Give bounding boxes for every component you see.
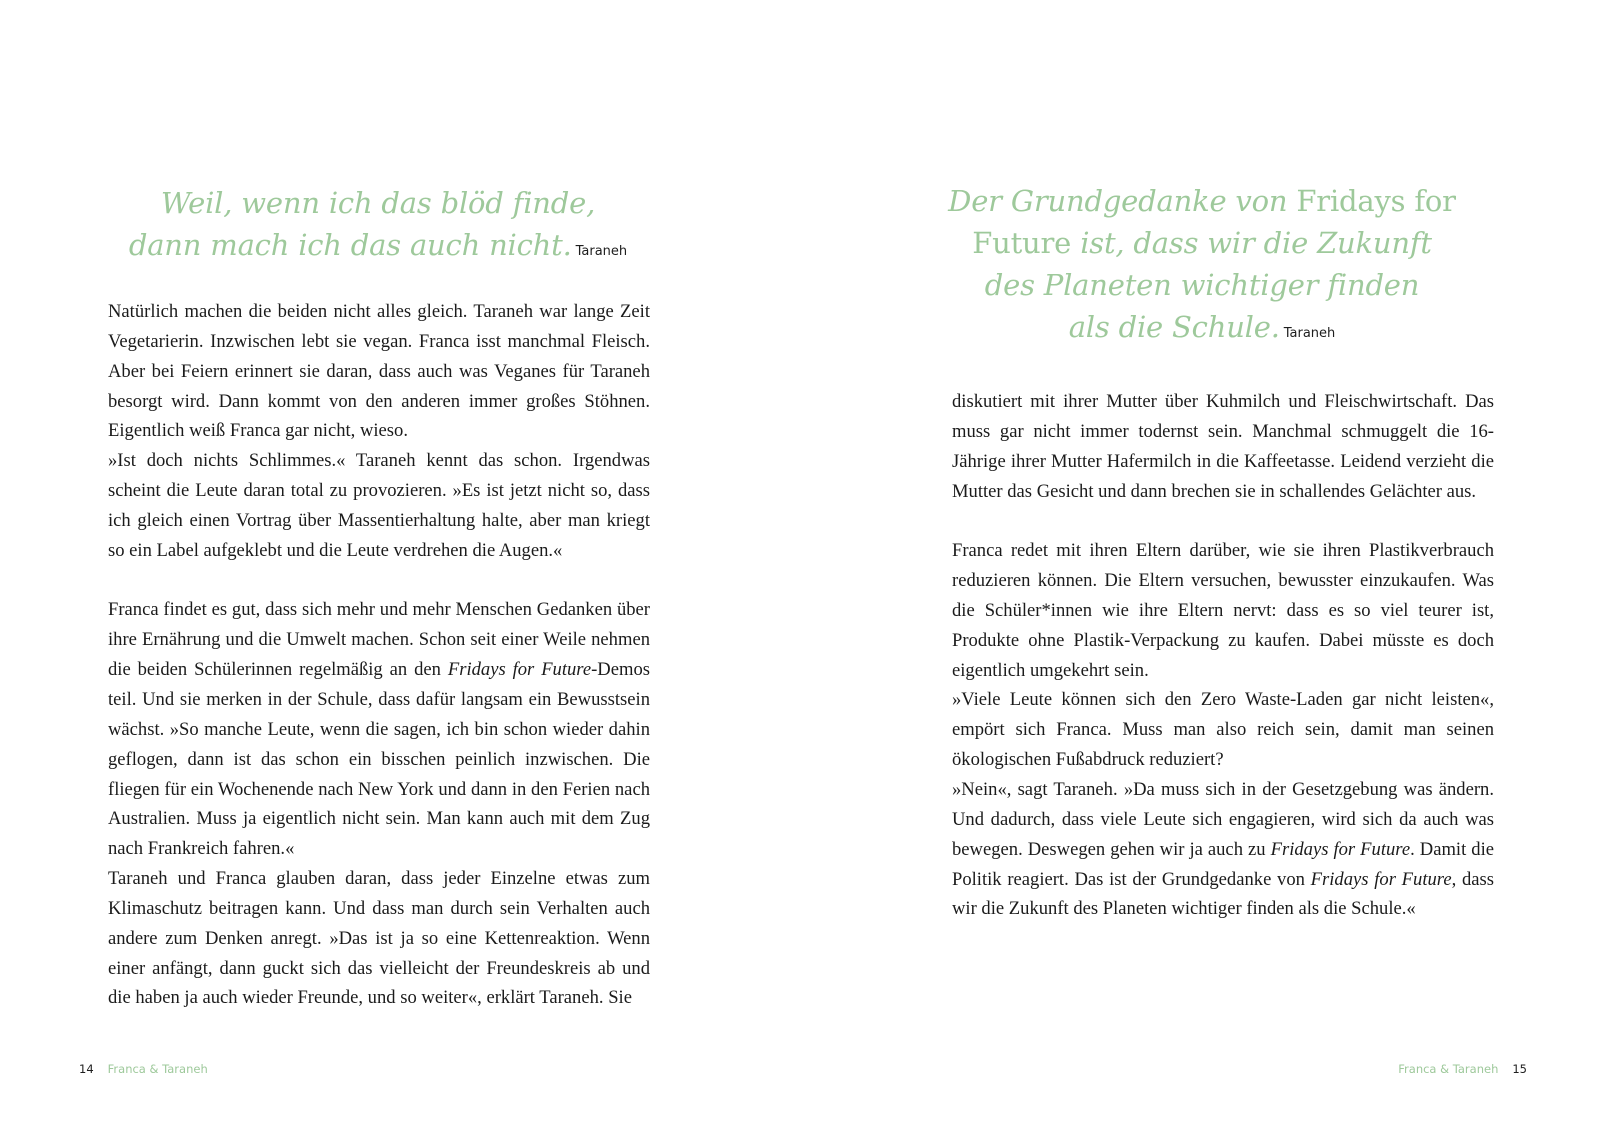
paragraph-text: Franca findet es gut, dass sich mehr und mehr Menschen Gedanken über ihre Ernährung und die Umwelt machen. Schon seit einer Weile nehmen die beiden Schülerinnen regelmäßig an den [108,599,650,681]
pull-quote-text: Der Grundgedanke von [948,184,1288,218]
pull-quote-title: Future [972,226,1072,260]
pull-quote [932,180,1472,355]
pull-quote-line: Weil, wenn ich das blöd finde, [160,186,596,220]
paragraph [952,775,1494,924]
paragraph-text: -Demos teil. Und sie merken in der Schule, dass dafür langsam ein Bewusstsein wächst. »So manche Leute, wenn die sagen, ich bin schon wieder dahin geflogen, dann ist das schon ein bisschen peinlich inzwischen. Die fliegen für ein Wochenende nach New York und dann in den Ferien nach Australien. Muss ja eigentlich nicht sein. Man kann auch mit dem Zug nach Frankreich fahren.« [108,659,650,860]
running-head: Franca & Taraneh [107,1062,208,1076]
emphasis-text: Fridays for Future [1310,868,1452,890]
emphasis-text: Fridays for Future [1270,838,1411,860]
pull-quote-text: ist, dass wir die Zukunft [1080,226,1432,260]
page-footer [79,1062,208,1076]
paragraph [108,595,650,864]
paragraph: Franca redet mit ihren Eltern darüber, wie sie ihren Plastikverbrauch reduzieren können. Die Eltern versuchen, bewusster einzukaufen. Was die Schüler*innen wie ihre Eltern nervt: dass es so viel teurer ist, Produkte ohne Plastik-Verpackung zu kaufen. Dabei müsste es doch eigentlich umgekehrt sein. [952,540,1494,681]
pull-quote-title: Fridays for [1296,184,1456,218]
paragraph: »Viele Leute können sich den Zero Waste-Laden gar nicht leisten«, empört sich Franca. Muss man also reich sein, damit man seinen ökologischen Fußabdruck reduziert? [952,689,1494,771]
paragraph: »Ist doch nichts Schlimmes.« Taraneh kennt das schon. Irgendwas scheint die Leute daran total zu provozieren. »Es ist jetzt nicht so, dass ich gleich einen Vortrag über Massentierhaltung halte, aber man kriegt so ein Label aufgeklebt und die Leute verdrehen die Augen.« [108,450,650,561]
pull-quote-line: des Planeten wichtiger finden [984,268,1420,302]
emphasis-text: Fridays for Future [447,659,592,681]
paragraph-text: . Damit die Politik reagiert. Das ist der Grundgedanke von [952,838,1494,890]
paragraph-text: , dass wir die Zukunft des Planeten wichtiger finden als die Schule.« [952,868,1494,920]
body-text [952,387,1494,924]
page-footer [1398,1062,1527,1076]
body-text [108,297,650,1013]
pull-quote-line: als die Schule. [1068,310,1280,344]
running-head: Franca & Taraneh [1398,1062,1499,1076]
paragraph: Taraneh und Franca glauben daran, dass jeder Einzelne etwas zum Klimaschutz beitragen kann. Und dass man durch sein Verhalten auch andere zum Denken anregt. »Das ist ja so eine Kettenreaktion. Wenn einer anfängt, dann guckt sich das vielleicht der Freundeskreis ab und die haben ja auch wieder Freunde, und so weiter«, erklärt Taraneh. Sie [108,868,650,1009]
right-page [800,0,1600,1129]
page-number: 15 [1512,1062,1527,1076]
pull-quote [108,182,648,273]
paragraph: diskutiert mit ihrer Mutter über Kuhmilch und Fleischwirtschaft. Das muss gar nicht immer todernst sein. Manchmal schmuggelt die 16-Jährige ihrer Mutter Hafermilch in die Kaffeetasse. Leidend verzieht die Mutter das Gesicht und dann brechen sie in schallendes Gelächter aus. [952,391,1494,502]
quote-attribution: Taraneh [575,244,628,259]
paragraph-text: »Nein«, sagt Taraneh. »Da muss sich in der Gesetzgebung was ändern. Und dadurch, dass viele Leute sich engagieren, wird sich da auch was bewegen. Deswegen gehen wir ja auch zu [952,778,1494,860]
pull-quote-line: dann mach ich das auch nicht. [128,228,572,262]
page-number: 14 [79,1062,94,1076]
paragraph: Natürlich machen die beiden nicht alles gleich. Taraneh war lange Zeit Vegetarierin. Inzwischen lebt sie vegan. Franca isst manchmal Fleisch. Aber bei Feiern erinnert sie daran, dass auch was Veganes für Taraneh besorgt wird. Dann kommt von den anderen immer großes Stöhnen. Eigentlich weiß Franca gar nicht, wieso. [108,301,650,442]
quote-attribution: Taraneh [1283,326,1336,341]
